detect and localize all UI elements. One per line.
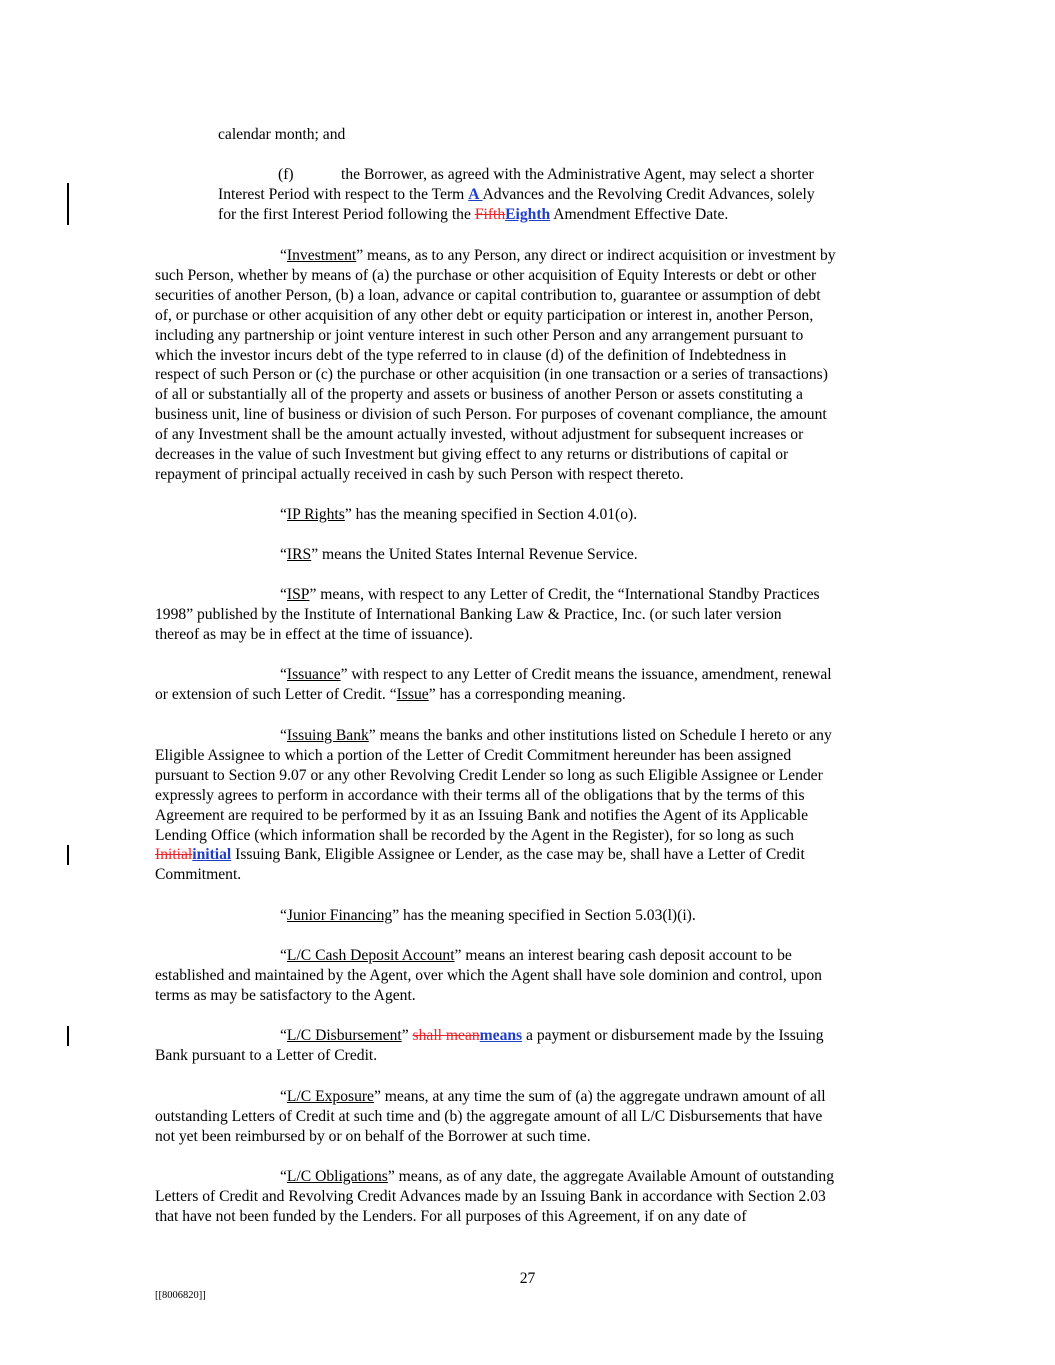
definition-lc-obligations: “L/C Obligations” means, as of any date, the aggregate Available Amount of outstanding Letters of Credit and Revolving Credit Advances made by an Issuing Bank in accordance with Section 2.03 that have not been funded by the Lenders. For all purposes of this Agreement, if on any date of — [155, 1168, 835, 1225]
defined-term: IP Rights — [286, 506, 345, 523]
definition-irs: “IRS” means the United States Internal Revenue Service. — [280, 546, 638, 563]
defined-term: L/C Disbursement — [286, 1027, 402, 1044]
defined-term: Issuance — [286, 666, 341, 683]
defined-term: Issuing Bank — [286, 727, 369, 744]
clause-marker: (f) — [278, 166, 294, 183]
defined-term: L/C Obligations — [286, 1168, 388, 1185]
defined-term: L/C Exposure — [286, 1088, 374, 1105]
definition-investment: “Investment” means, as to any Person, any direct or indirect acquisition or investment by such Person, whether by means of (a) the purchase or other acquisition of Equity Interests or debt or other securities of another Person, (b) a loan, advance or capital contribution to, guarantee or assumption of debt of, or purchase or other acquisition of any other debt or equity participation or interest in, another Person, including any partnership or joint venture interest in such other Person and any arrangement pursuant to which the investor incurs debt of the type referred to in clause (d) of the definition of Indebtedness in respect of such Person or (c) the purchase or other acquisition (in one transaction or a series of transactions) of all or substantially all of the property and assets or business of another Person or assets constituting a business unit, line of business or division of such Person. For purposes of covenant compliance, the amount of any Investment shall be the amount actually invested, without adjustment for subsequent increases or decreases in the value of such Investment but giving effect to any returns or distributions of capital or repayment of principal actually received in cash by such Person with respect thereto. — [155, 247, 836, 483]
defined-term: Junior Financing — [286, 907, 393, 924]
definition-ip-rights: “IP Rights” has the meaning specified in Section 4.01(o). — [280, 506, 638, 523]
definition-junior-financing: “Junior Financing” has the meaning specified in Section 5.03(l)(i). — [280, 907, 696, 924]
deleted-text: Initial — [155, 846, 193, 864]
deleted-text: Fifth — [474, 205, 506, 223]
definition-lc-cash-deposit-account: “L/C Cash Deposit Account” means an interest bearing cash deposit account to be established and maintained by the Agent, over which the Agent shall have sole dominion and control, upon terms as may be satisfactory to the Agent. — [155, 947, 822, 1004]
defined-term: ISP — [286, 586, 310, 603]
revision-bar — [67, 183, 69, 225]
revision-bar — [67, 845, 69, 865]
definition-issuing-bank: “Issuing Bank” means the banks and other institutions listed on Schedule I hereto or any Eligible Assignee to which a portion of the Letter of Credit Commitment hereunder has been assigned pursuant to Section 9.07 or any other Revolving Credit Lender so long as such Eligible Assignee or Lender expressly agrees to perform in accordance with their terms all of the obligations that by the terms of this Agreement are required to be performed by it as an Issuing Bank and notifies the Agent of its Applicable Lending Office (which information shall be recorded by the Agent in the Register), for so long as such Initialinitial Issuing Bank, Eligible Assignee or Lender, as the case may be, shall have a Letter of Credit Commitment. — [155, 727, 832, 884]
definition-lc-disbursement: “L/C Disbursement” shall meanmeans a payment or disbursement made by the Issuing Bank pursuant to a Letter of Credit. — [155, 1027, 824, 1064]
inserted-text: means — [479, 1027, 523, 1044]
defined-term: IRS — [286, 546, 312, 563]
definition-issuance: “Issuance” with respect to any Letter of Credit means the issuance, amendment, renewal or extension of such Letter of Credit. “Issue” has a corresponding meaning. — [155, 666, 832, 703]
clause-f: (f) the Borrower, as agreed with the Administrative Agent, may select a shorter Interest Period with respect to the Term A Advances and the Revolving Credit Advances, solely for the first Interest Period following the FifthEighth Amendment Effective Date. — [218, 166, 815, 223]
defined-term: Issue — [396, 685, 429, 703]
inserted-text: Eighth — [505, 205, 551, 223]
definition-lc-exposure: “L/C Exposure” means, at any time the sum of (a) the aggregate undrawn amount of all outstanding Letters of Credit at such time and (b) the aggregate amount of all L/C Disbursements that have not yet been reimbursed by or on behalf of the Borrower at such time. — [155, 1088, 826, 1145]
definition-isp: “ISP” means, with respect to any Letter of Credit, the “International Standby Practices 1998” published by the Institute of International Banking Law & Practice, Inc. (or such later version thereof as may be in effect at the time of issuance). — [155, 586, 820, 643]
continuation-line: calendar month; and — [218, 126, 346, 143]
document-id: [[8006820]] — [155, 1290, 206, 1301]
defined-term: L/C Cash Deposit Account — [286, 947, 455, 964]
inserted-text: A — [468, 185, 483, 203]
inserted-text: initial — [192, 846, 232, 864]
defined-term: Investment — [286, 247, 357, 264]
revision-bar — [67, 1026, 69, 1046]
deleted-text: shall mean — [412, 1027, 480, 1044]
page-number: 27 — [519, 1270, 536, 1287]
